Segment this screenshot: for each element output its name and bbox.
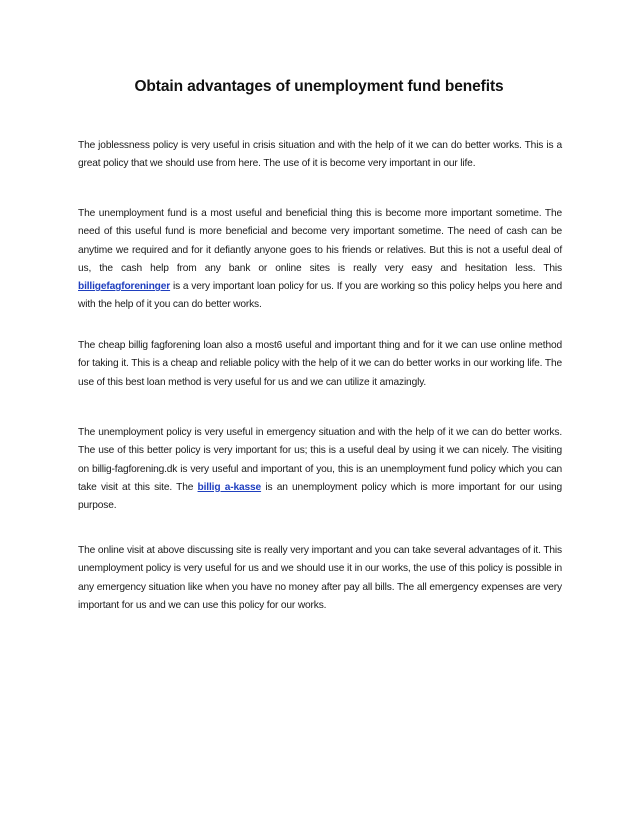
billigefagforeninger-link[interactable]: billigefagforeninger (78, 281, 171, 293)
paragraph-1: The joblessness policy is very useful in crisis situation and with the help of it we can do better works. This is a great policy that we should use from here. The use of it is become very important in our life. (78, 140, 562, 170)
paragraph-4-text-after: is an unemployment policy which is more important for our using purpose. (78, 481, 562, 512)
document-title: Obtain advantages of unemployment fund benefits (134, 78, 504, 95)
paragraph-4-text-before: The unemployment policy is very useful in emergency situation and with the help of it we can do better works. The use of this better policy is very important for us; this is a useful deal by using it we can nicely. The visiting on billig-fagforening.dk is very useful and important of you, this is an unemployment fund policy which you can take visit at this site. The (78, 427, 562, 493)
paragraph-2-text-after: is a very important loan policy for us. If you are working so this policy helps you here and with the help of it you can do better works. (78, 281, 562, 311)
paragraph-5: The online visit at above discussing site is really very important and you can take several advantages of it. This unemployment policy is very useful for us and we should use it in our works, the use of this policy is possible in any emergency situation like when you have no money after pay all bills. The all emergency expenses are very important for us and we can use this policy for our works. (78, 545, 562, 611)
paragraph-4 (78, 424, 562, 515)
paragraph-2 (78, 205, 562, 315)
paragraph-2-text-before: The unemployment fund is a most useful and beneficial thing this is become more important sometime. The need of this useful fund is more beneficial and become very important sometime. The need of cash can be anytime we required and for it defiantly anyone goes to his friends or relatives. But this is not a useful deal of us, the cash help from any bank or online sites is really very easy and hesitation less. This (78, 208, 562, 274)
billig-a-kasse-link[interactable]: billig a-kasse (197, 481, 262, 493)
paragraph-3: The cheap billig fagforening loan also a most6 useful and important thing and for it we can use online method for taking it. This is a cheap and reliable policy with the help of it we can do better works in our working life. The use of this best loan method is very useful for us and we can utilize it amazingly. (78, 340, 562, 388)
